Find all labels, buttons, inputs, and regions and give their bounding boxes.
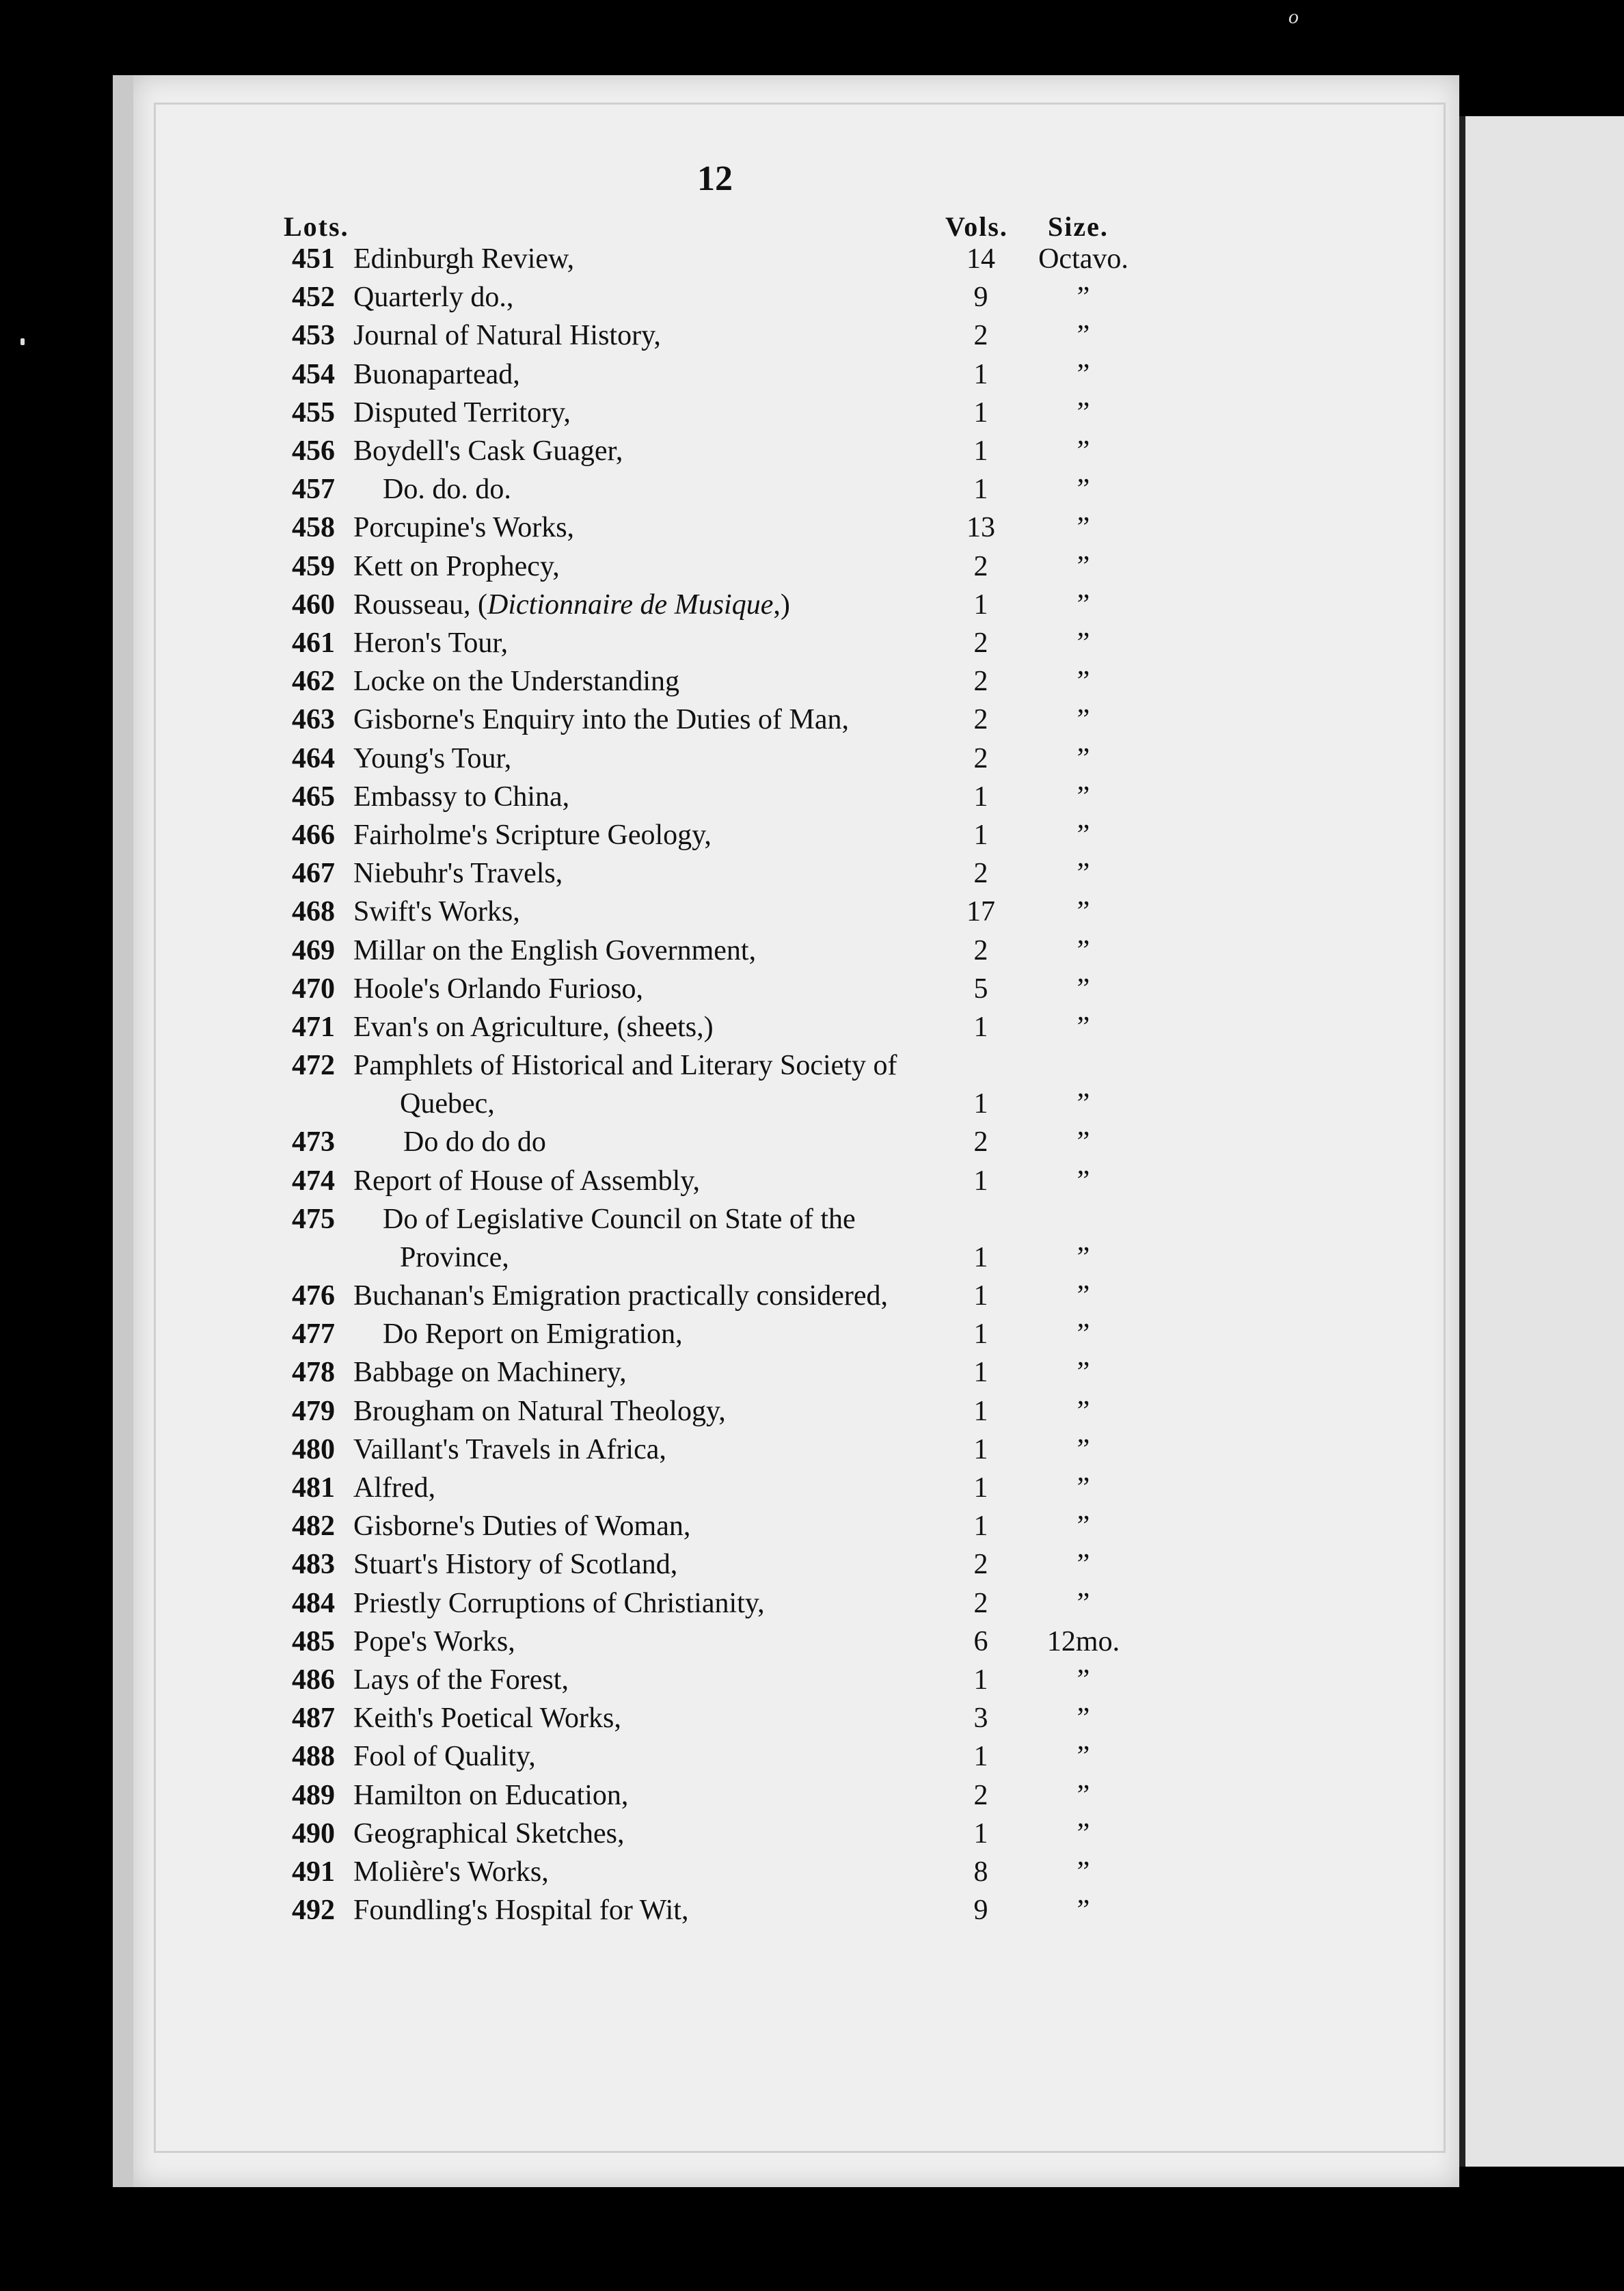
item-title: Kett on Prophecy, (353, 551, 560, 582)
volume-count: 2 (973, 1126, 988, 1158)
lot-number: 458 (292, 512, 335, 543)
lot-number: 488 (292, 1741, 335, 1772)
book-size: ” (1077, 551, 1090, 582)
book-size: ” (1077, 743, 1090, 774)
volume-count: 1 (973, 1280, 988, 1312)
lot-number: 471 (292, 1012, 335, 1043)
volume-count: 2 (973, 743, 988, 774)
lot-number: 481 (292, 1472, 335, 1504)
item-title: Edinburgh Review, (353, 243, 575, 275)
volume-count: 9 (973, 1895, 988, 1926)
book-size: ” (1077, 397, 1090, 429)
lot-number: 482 (292, 1510, 335, 1542)
lot-number: 455 (292, 397, 335, 429)
item-title: Brougham on Natural Theology, (353, 1396, 726, 1427)
item-title: Swift's Works, (353, 896, 520, 927)
book-size: ” (1077, 781, 1090, 813)
volume-count: 1 (973, 1242, 988, 1273)
adjacent-page-edge (1456, 116, 1624, 2167)
book-size: ” (1077, 1165, 1090, 1197)
lot-number: 467 (292, 858, 335, 889)
item-title-continued: Quebec, (400, 1088, 495, 1120)
lot-number: 478 (292, 1357, 335, 1388)
lot-number: 483 (292, 1549, 335, 1580)
volume-count: 1 (973, 474, 988, 505)
item-title: Hamilton on Education, (353, 1780, 629, 1811)
lot-number: 466 (292, 819, 335, 851)
item-title: Do of Legislative Council on State of the (383, 1204, 856, 1235)
volume-count: 1 (973, 1165, 988, 1197)
item-title: Pamphlets of Historical and Literary Society of (353, 1050, 897, 1081)
page-border (154, 103, 1446, 2153)
lot-number: 472 (292, 1050, 335, 1081)
item-title: Rousseau, (Dictionnaire de Musique,) (353, 589, 790, 621)
lot-number: 479 (292, 1396, 335, 1427)
book-size: ” (1077, 704, 1090, 735)
volume-count: 17 (966, 896, 995, 927)
lot-number: 470 (292, 973, 335, 1005)
item-title: Keith's Poetical Works, (353, 1703, 621, 1734)
book-size: ” (1077, 1434, 1090, 1465)
volume-count: 1 (973, 1472, 988, 1504)
book-size: ” (1077, 1895, 1090, 1926)
volume-count: 2 (973, 627, 988, 659)
book-size: ” (1077, 1549, 1090, 1580)
volume-count: 2 (973, 551, 988, 582)
lot-number: 473 (292, 1126, 335, 1158)
item-title: Stuart's History of Scotland, (353, 1549, 678, 1580)
scan-mark: o (1288, 5, 1299, 28)
item-title: Locke on the Understanding (353, 666, 680, 697)
book-size: Octavo. (1038, 243, 1128, 275)
book-size: ” (1077, 1703, 1090, 1734)
volume-count: 2 (973, 935, 988, 966)
item-title: Heron's Tour, (353, 627, 509, 659)
header-size: Size. (1048, 211, 1109, 242)
book-size: ” (1077, 627, 1090, 659)
speck (21, 338, 25, 345)
item-title: Report of House of Assembly, (353, 1165, 701, 1197)
lot-number: 465 (292, 781, 335, 813)
volume-count: 6 (973, 1626, 988, 1657)
item-title: Foundling's Hospital for Wit, (353, 1895, 689, 1926)
book-size: ” (1077, 666, 1090, 697)
lot-number: 480 (292, 1434, 335, 1465)
volume-count: 9 (973, 282, 988, 313)
volume-count: 1 (973, 1741, 988, 1772)
book-size: ” (1077, 589, 1090, 621)
item-title: Gisborne's Duties of Woman, (353, 1510, 691, 1542)
volume-count: 1 (973, 589, 988, 621)
volume-count: 8 (973, 1856, 988, 1888)
item-title: Gisborne's Enquiry into the Duties of Man, (353, 704, 849, 735)
volume-count: 2 (973, 320, 988, 351)
item-title: Alfred, (353, 1472, 436, 1504)
lot-number: 462 (292, 666, 335, 697)
item-title-continued: Province, (400, 1242, 509, 1273)
book-size: ” (1077, 896, 1090, 927)
header-vols: Vols. (945, 211, 1008, 242)
book-size: ” (1077, 1741, 1090, 1772)
item-title: Geographical Sketches, (353, 1818, 625, 1849)
book-size: ” (1077, 435, 1090, 467)
book-size: ” (1077, 1664, 1090, 1696)
item-title: Journal of Natural History, (353, 320, 661, 351)
volume-count: 2 (973, 1780, 988, 1811)
lot-number: 454 (292, 359, 335, 390)
item-title: Pope's Works, (353, 1626, 515, 1657)
book-size: ” (1077, 474, 1090, 505)
volume-count: 1 (973, 1088, 988, 1120)
lot-number: 485 (292, 1626, 335, 1657)
book-size: ” (1077, 359, 1090, 390)
lot-number: 492 (292, 1895, 335, 1926)
lot-number: 463 (292, 704, 335, 735)
item-title: Fairholme's Scripture Geology, (353, 819, 712, 851)
book-size: ” (1077, 1012, 1090, 1043)
lot-number: 487 (292, 1703, 335, 1734)
lot-number: 476 (292, 1280, 335, 1312)
lot-number: 453 (292, 320, 335, 351)
book-size: ” (1077, 1472, 1090, 1504)
volume-count: 14 (966, 243, 995, 275)
item-title: Disputed Territory, (353, 397, 571, 429)
book-size: ” (1077, 1318, 1090, 1350)
item-title: Buchanan's Emigration practically considered, (353, 1280, 888, 1312)
lot-number: 459 (292, 551, 335, 582)
book-size: ” (1077, 1818, 1090, 1849)
item-title: Molière's Works, (353, 1856, 549, 1888)
lot-number: 461 (292, 627, 335, 659)
volume-count: 1 (973, 1012, 988, 1043)
lot-number: 452 (292, 282, 335, 313)
book-size: ” (1077, 1357, 1090, 1388)
item-title: Babbage on Machinery, (353, 1357, 627, 1388)
book-size: ” (1077, 1396, 1090, 1427)
volume-count: 2 (973, 1549, 988, 1580)
book-size: ” (1077, 1242, 1090, 1273)
volume-count: 1 (973, 359, 988, 390)
lot-number: 451 (292, 243, 335, 275)
item-title: Porcupine's Works, (353, 512, 575, 543)
item-title: Evan's on Agriculture, (sheets,) (353, 1012, 714, 1043)
book-size: ” (1077, 1510, 1090, 1542)
volume-count: 5 (973, 973, 988, 1005)
book-size: ” (1077, 1856, 1090, 1888)
item-title: Priestly Corruptions of Christianity, (353, 1588, 765, 1619)
item-title: Niebuhr's Travels, (353, 858, 563, 889)
volume-count: 1 (973, 397, 988, 429)
lot-number: 460 (292, 589, 335, 621)
volume-count: 2 (973, 1588, 988, 1619)
item-title: Vaillant's Travels in Africa, (353, 1434, 666, 1465)
volume-count: 1 (973, 1664, 988, 1696)
item-title: Do do do do (403, 1126, 546, 1158)
lot-number: 484 (292, 1588, 335, 1619)
item-title: Buonapartead, (353, 359, 520, 390)
lot-number: 464 (292, 743, 335, 774)
header-lots: Lots. (284, 211, 349, 242)
volume-count: 2 (973, 704, 988, 735)
item-title: Hoole's Orlando Furioso, (353, 973, 644, 1005)
book-size: ” (1077, 320, 1090, 351)
item-title: Lays of the Forest, (353, 1664, 569, 1696)
item-title: Quarterly do., (353, 282, 514, 313)
book-size: ” (1077, 1280, 1090, 1312)
item-title: Do. do. do. (383, 474, 511, 505)
lot-number: 489 (292, 1780, 335, 1811)
book-size: ” (1077, 973, 1090, 1005)
volume-count: 1 (973, 1510, 988, 1542)
item-title: Fool of Quality, (353, 1741, 536, 1772)
volume-count: 1 (973, 1357, 988, 1388)
lot-number: 457 (292, 474, 335, 505)
book-size: ” (1077, 1088, 1090, 1120)
item-title: Young's Tour, (353, 743, 512, 774)
volume-count: 1 (973, 781, 988, 813)
book-size: ” (1077, 512, 1090, 543)
item-title: Millar on the English Government, (353, 935, 757, 966)
volume-count: 1 (973, 819, 988, 851)
volume-count: 3 (973, 1703, 988, 1734)
volume-count: 1 (973, 1818, 988, 1849)
lot-number: 474 (292, 1165, 335, 1197)
book-size: ” (1077, 935, 1090, 966)
book-size: ” (1077, 282, 1090, 313)
lot-number: 469 (292, 935, 335, 966)
lot-number: 486 (292, 1664, 335, 1696)
lot-number: 468 (292, 896, 335, 927)
lot-number: 491 (292, 1856, 335, 1888)
volume-count: 1 (973, 1434, 988, 1465)
volume-count: 2 (973, 666, 988, 697)
book-size: ” (1077, 858, 1090, 889)
book-size: ” (1077, 1126, 1090, 1158)
volume-count: 2 (973, 858, 988, 889)
volume-count: 1 (973, 1318, 988, 1350)
item-title: Embassy to China, (353, 781, 570, 813)
volume-count: 13 (966, 512, 995, 543)
book-size: ” (1077, 1780, 1090, 1811)
volume-count: 1 (973, 1396, 988, 1427)
page-number: 12 (697, 159, 733, 198)
lot-number: 456 (292, 435, 335, 467)
lot-number: 475 (292, 1204, 335, 1235)
lot-number: 490 (292, 1818, 335, 1849)
book-size: ” (1077, 1588, 1090, 1619)
lot-number: 477 (292, 1318, 335, 1350)
volume-count: 1 (973, 435, 988, 467)
book-size: 12mo. (1046, 1626, 1120, 1657)
item-title: Boydell's Cask Guager, (353, 435, 623, 467)
item-title: Do Report on Emigration, (383, 1318, 683, 1350)
book-size: ” (1077, 819, 1090, 851)
